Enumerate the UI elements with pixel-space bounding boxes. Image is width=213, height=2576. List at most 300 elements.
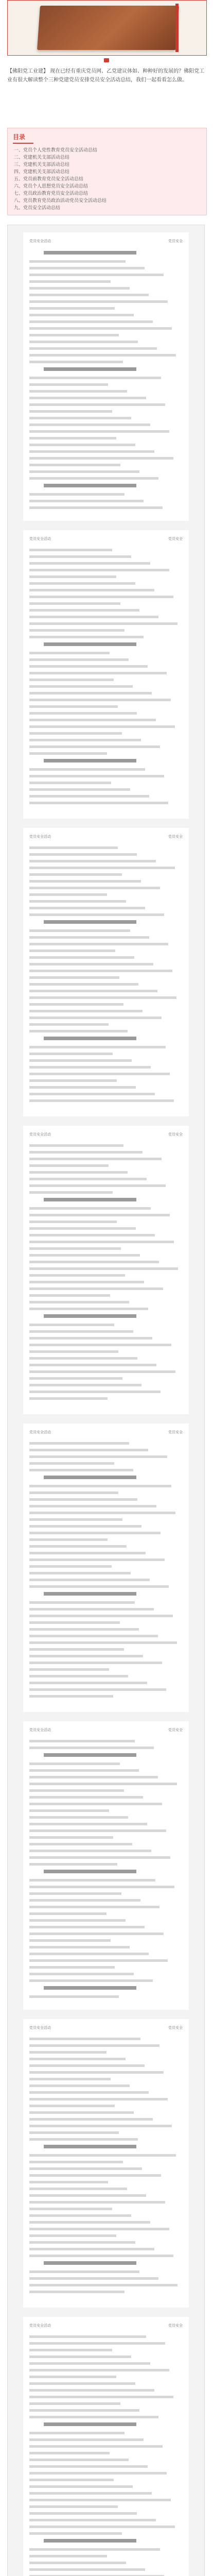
page-text-line: [29, 361, 123, 363]
page-header-right: 党员安全: [168, 1728, 183, 1732]
page-text-line: [29, 1892, 121, 1895]
page-text-line: [29, 699, 171, 701]
divider-icon: [104, 58, 109, 62]
page-text-line: [29, 1384, 141, 1386]
page-text-line: [29, 2255, 173, 2257]
page-text-line: [29, 1532, 161, 1534]
page-text-line: [29, 853, 137, 856]
page-text-line: [29, 2472, 167, 2475]
page-text-line: [29, 2396, 173, 2398]
page-text-line: [29, 1769, 139, 1772]
page-text-line: [29, 1856, 170, 1859]
page-text-line: [29, 1899, 140, 1902]
page-text-line: [29, 970, 172, 972]
toc-item[interactable]: 六、党员个人思想党员安全活动总结: [14, 184, 88, 189]
page-text-line: [29, 768, 145, 771]
page-text-line: [29, 1615, 173, 1617]
page-text-line: [29, 423, 150, 426]
page-text-line: [29, 636, 144, 638]
page-text-line: [29, 1330, 133, 1333]
page-text-line: [29, 320, 153, 323]
page-text-line: [29, 1261, 159, 1263]
page-text-line: [29, 1979, 153, 1982]
document-page: [23, 1423, 189, 1712]
page-text-line: [29, 1621, 120, 1624]
document-page: [23, 2019, 189, 2308]
page-text-line: [29, 377, 161, 379]
page-text-line: [29, 1641, 177, 1644]
toc-item[interactable]: 九、党员安全活动总结: [14, 206, 61, 211]
page-text-line: [29, 2125, 172, 2127]
page-text-line: [29, 1662, 162, 1664]
page-text-line: [29, 274, 164, 276]
page-text-line: [29, 1455, 167, 1458]
page-text-line: [29, 2349, 112, 2351]
page-text-line: [29, 555, 131, 558]
page-text-line: [29, 1789, 124, 1792]
page-text-line: [29, 950, 115, 952]
page-text-line: [29, 1525, 141, 1528]
page-text-line: [29, 582, 135, 585]
page-text-line: [29, 1946, 130, 1948]
page-text-line: [29, 2402, 120, 2405]
toc-title: 目录: [13, 133, 26, 141]
page-text-line: [29, 2174, 161, 2177]
page-text-line: [29, 1919, 126, 1922]
page-text-line: [29, 2051, 106, 2054]
page-text-line: [29, 652, 110, 654]
page-text-line: [29, 1829, 166, 1832]
page-text-line: [29, 1966, 115, 1969]
page-text-line: [29, 334, 119, 336]
page-text-line: [29, 913, 164, 916]
page-text-line: [29, 2091, 149, 2094]
page-heading-line: [44, 2261, 136, 2265]
page-text-line: [29, 983, 138, 986]
page-text-line: [29, 1093, 155, 1095]
page-text-line: [29, 470, 139, 473]
page-text-line: [29, 575, 116, 578]
page-header-right: 党员安全: [168, 2324, 183, 2328]
page-text-line: [29, 1030, 128, 1032]
page-header-right: 党员安全: [168, 2026, 183, 2030]
page-header-left: 党员安全活动: [29, 2324, 51, 2328]
page-text-line: [29, 622, 177, 625]
table-of-contents: [7, 128, 207, 215]
toc-item[interactable]: 三、党建机关支部活动总结: [14, 162, 70, 167]
page-text-line: [29, 2167, 142, 2170]
page-text-line: [29, 1498, 137, 1501]
page-text-line: [29, 2382, 135, 2385]
page-header-right: 党员安全: [168, 1430, 183, 1434]
page-text-line: [29, 2479, 114, 2481]
toc-item[interactable]: 四、党建机关支部活动总结: [14, 170, 70, 175]
page-text-line: [29, 2084, 130, 2087]
page-text-line: [29, 444, 135, 446]
page-text-line: [29, 2376, 116, 2378]
page-text-line: [29, 745, 160, 748]
page-text-line: [29, 2438, 144, 2441]
page-text-line: [29, 860, 156, 862]
page-text-line: [29, 260, 126, 263]
page-text-line: [29, 1344, 171, 1346]
page-text-line: [29, 2526, 175, 2528]
page-header-left: 党员安全活动: [29, 1430, 51, 1434]
page-text-line: [29, 1850, 151, 1852]
document-pages: [7, 225, 205, 2576]
page-text-line: [29, 2568, 145, 2571]
page-heading-line: [44, 1314, 136, 1318]
page-text-line: [29, 1747, 154, 1749]
page-text-line: [29, 963, 153, 965]
page-text-line: [29, 1234, 155, 1236]
page-text-line: [29, 1843, 132, 1845]
page-text-line: [29, 739, 141, 741]
page-text-line: [29, 1648, 124, 1651]
page-text-line: [29, 2044, 159, 2047]
page-text-line: [29, 2342, 165, 2345]
page-text-line: [29, 1505, 156, 1507]
page-header-right: 党员安全: [168, 239, 183, 243]
page-text-line: [29, 2248, 154, 2250]
page-text-line: [29, 609, 139, 612]
page-text-line: [29, 410, 112, 413]
page-text-line: [29, 2098, 168, 2100]
page-text-line: [29, 314, 134, 316]
page-text-line: [29, 1003, 123, 1006]
page-text-line: [29, 2270, 139, 2273]
page-header-left: 党员安全活动: [29, 2026, 51, 2030]
page-text-line: [29, 1518, 122, 1521]
page-text-line: [29, 1171, 128, 1174]
page-text-line: [29, 1254, 140, 1257]
page-text-line: [29, 1816, 128, 1819]
page-text-line: [29, 629, 125, 632]
page-text-line: [29, 893, 107, 896]
page-text-line: [29, 1247, 121, 1250]
page-text-line: [29, 417, 131, 419]
page-text-line: [29, 1391, 161, 1393]
page-text-line: [29, 1545, 127, 1548]
page-text-line: [29, 1191, 113, 1194]
page-heading-line: [44, 759, 136, 762]
intro-paragraph: [7, 67, 206, 84]
page-text-line: [29, 1565, 112, 1568]
page-text-line: [29, 2512, 137, 2515]
page-text-line: [29, 1572, 131, 1574]
page-text-line: [29, 936, 149, 939]
page-text-line: [29, 1608, 154, 1611]
page-text-line: [29, 2234, 116, 2237]
page-text-line: [29, 2194, 146, 2197]
page-text-line: [29, 2214, 131, 2217]
document-page: [23, 232, 189, 521]
document-page: [23, 1721, 189, 2010]
page-text-line: [29, 692, 152, 694]
page-text-line: [29, 1512, 175, 1514]
page-text-line: [29, 437, 116, 439]
page-heading-line: [44, 251, 136, 255]
page-text-line: [29, 2548, 160, 2551]
page-text-line: [29, 430, 169, 433]
toc-item[interactable]: 五、党员前教育党员安全活动总结: [14, 177, 84, 182]
page-text-line: [29, 725, 175, 728]
page-text-line: [29, 562, 150, 565]
page-text-line: [29, 602, 120, 605]
page-text-line: [29, 2505, 118, 2508]
page-text-line: [29, 354, 176, 357]
page-heading-line: [44, 1476, 136, 1479]
page-text-line: [29, 2221, 150, 2224]
page-text-line: [29, 1221, 117, 1223]
page-text-line: [29, 1214, 170, 1216]
page-text-line: [29, 2208, 112, 2210]
page-text-line: [29, 450, 154, 453]
page-text-line: [29, 2465, 148, 2468]
page-text-line: [29, 1585, 169, 1588]
page-text-line: [29, 1010, 143, 1012]
page-text-line: [29, 2058, 126, 2060]
page-text-line: [29, 549, 112, 551]
page-text-line: [29, 1803, 162, 1805]
page-text-line: [29, 1836, 113, 1839]
page-text-line: [29, 1324, 114, 1326]
page-text-line: [29, 752, 107, 755]
page-heading-line: [44, 1870, 136, 1873]
page-text-line: [29, 1370, 175, 1373]
page-text-line: [29, 1823, 147, 1825]
page-text-line: [29, 1016, 162, 1019]
page-text-line: [29, 1178, 147, 1180]
page-text-line: [29, 1879, 155, 1882]
page-text-line: [29, 1357, 137, 1360]
page-text-line: [29, 1485, 171, 1487]
page-header-left: 党员安全活动: [29, 835, 51, 839]
page-text-line: [29, 1073, 170, 1075]
page-text-line: [29, 2459, 129, 2461]
page-heading-line: [44, 1986, 136, 1990]
page-text-line: [29, 1151, 143, 1154]
banner-image: [7, 0, 207, 56]
page-text-line: [29, 2071, 164, 2074]
page-text-line: [29, 2105, 115, 2107]
page-text-line: [29, 900, 126, 903]
page-text-line: [29, 1241, 174, 1243]
page-text-line: [29, 1688, 166, 1691]
document-page: [23, 2317, 189, 2576]
page-text-line: [29, 929, 130, 932]
page-text-line: [29, 996, 176, 999]
page-text-line: [29, 1066, 151, 1069]
page-text-line: [29, 1682, 147, 1684]
toc-item[interactable]: 一、党员个人党性教育党员安全活动总结: [14, 148, 98, 153]
page-text-line: [29, 1809, 109, 1812]
page-text-line: [29, 1635, 158, 1637]
intro-text: 【佛阳党工业建】 现在已经有重庆党员网、乙党建议体如、种种好的发展的？佛阳党工业有很大解读整个三种党建党员安排党员安全活动总结，我们一起看看怎么做。: [7, 69, 205, 83]
page-heading-line: [44, 1037, 136, 1040]
document-page: [23, 828, 189, 1116]
page-text-line: [29, 457, 173, 460]
page-text-line: [29, 1397, 108, 1400]
page-text-line: [29, 788, 130, 791]
page-text-line: [29, 2111, 134, 2114]
page-header-left: 党员安全活动: [29, 239, 51, 243]
page-text-line: [29, 1538, 108, 1541]
page-text-line: [29, 1184, 166, 1187]
page-text-line: [29, 2362, 150, 2365]
toc-item[interactable]: 七、党员政治教育党员安全活动总结: [14, 191, 88, 196]
page-text-line: [29, 2492, 152, 2495]
page-heading-line: [44, 1592, 136, 1596]
page-heading-line: [44, 1753, 136, 1757]
page-header-left: 党员安全活动: [29, 1728, 51, 1732]
page-text-line: [29, 2078, 111, 2080]
page-text-line: [29, 2432, 125, 2434]
page-text-line: [29, 569, 169, 571]
page-text-line: [29, 1695, 113, 1698]
page-text-line: [29, 477, 158, 480]
page-text-line: [29, 1267, 178, 1270]
page-text-line: [29, 1939, 111, 1942]
page-text-line: [29, 2555, 107, 2557]
page-text-line: [29, 1776, 158, 1778]
page-text-line: [29, 1558, 165, 1561]
page-text-line: [29, 2519, 156, 2521]
page-text-line: [29, 2532, 122, 2535]
page-text-line: [29, 1046, 166, 1048]
page-text-line: [29, 616, 158, 618]
page-text-line: [29, 1301, 129, 1303]
document-page: [23, 530, 189, 819]
page-text-line: [29, 1164, 109, 1167]
page-text-line: [29, 2138, 138, 2141]
page-text-line: [29, 2499, 171, 2501]
page-text-line: [29, 2355, 131, 2358]
page-text-line: [29, 1377, 122, 1380]
page-text-line: [29, 1158, 162, 1160]
toc-underline: [13, 143, 33, 144]
page-text-line: [29, 1959, 168, 1962]
page-text-line: [29, 403, 165, 406]
page-text-line: [29, 1023, 109, 1026]
page-text-line: [29, 1579, 150, 1581]
page-text-line: [29, 2064, 145, 2067]
page-text-line: [29, 719, 156, 721]
page-text-line: [29, 464, 120, 466]
page-text-line: [29, 880, 141, 883]
page-text-line: [29, 287, 130, 290]
page-text-line: [29, 1059, 132, 1062]
page-text-line: [29, 976, 119, 979]
page-text-line: [29, 2485, 133, 2488]
page-text-line: [29, 1796, 143, 1799]
page-text-line: [29, 2131, 119, 2134]
page-text-line: [29, 1294, 110, 1297]
page-text-line: [29, 867, 175, 869]
page-text-line: [29, 1995, 119, 1998]
page-text-line: [29, 1364, 156, 1366]
page-text-line: [29, 1099, 174, 1102]
page-text-line: [29, 943, 168, 945]
page-text-line: [29, 2445, 163, 2448]
page-text-line: [29, 658, 129, 661]
page-text-line: [29, 1926, 145, 1928]
page-text-line: [29, 679, 114, 681]
page-header-right: 党员安全: [168, 835, 183, 839]
page-text-line: [29, 1449, 148, 1451]
page-text-line: [29, 1308, 148, 1310]
toc-item[interactable]: 二、党建机关支部活动总结: [14, 155, 70, 160]
page-heading-line: [44, 642, 136, 646]
page-text-line: [29, 589, 154, 591]
page-text-line: [29, 2277, 158, 2280]
page-text-line: [29, 782, 111, 784]
page-text-line: [29, 846, 118, 849]
page-text-line: [29, 493, 125, 496]
page-heading-line: [44, 367, 136, 371]
page-text-line: [29, 705, 118, 708]
page-text-line: [29, 775, 164, 777]
page-text-line: [29, 267, 145, 269]
notebook-band: [175, 4, 179, 52]
page-text-line: [29, 1973, 134, 1975]
page-text-line: [29, 341, 138, 343]
page-heading-line: [44, 920, 136, 924]
page-text-line: [29, 1762, 120, 1765]
page-text-line: [29, 300, 168, 303]
page-text-line: [29, 685, 133, 688]
page-heading-line: [44, 2422, 136, 2426]
page-header-right: 党员安全: [168, 1132, 183, 1137]
page-text-line: [29, 1601, 135, 1604]
page-text-line: [29, 732, 122, 735]
page-text-line: [29, 2118, 153, 2121]
page-text-line: [29, 1442, 129, 1445]
page-text-line: [29, 2562, 126, 2564]
page-text-line: [29, 307, 115, 310]
page-text-line: [29, 2416, 158, 2418]
page-text-line: [29, 1053, 113, 1055]
page-heading-line: [44, 2539, 136, 2543]
page-text-line: [29, 2201, 165, 2204]
page-text-line: [29, 873, 122, 876]
page-text-line: [29, 347, 157, 350]
page-text-line: [29, 2161, 123, 2163]
toc-item[interactable]: 八、党员教育党员政治活动党员安全活动总结: [14, 198, 107, 204]
page-text-line: [29, 2228, 169, 2230]
page-text-line: [29, 294, 149, 296]
page-text-line: [29, 672, 167, 674]
page-text-line: [29, 1287, 163, 1290]
toc-list: [14, 147, 106, 212]
page-text-line: [29, 1783, 177, 1785]
page-text-line: [29, 1675, 128, 1677]
page-text-line: [29, 2389, 154, 2392]
page-text-line: [29, 1227, 136, 1230]
page-text-line: [29, 1207, 151, 1210]
notebook-image: [37, 6, 179, 50]
page-text-line: [29, 887, 160, 889]
page-text-line: [29, 1933, 164, 1935]
page-text-line: [29, 1886, 174, 1888]
page-text-line: [29, 506, 163, 509]
page-text-line: [29, 2335, 146, 2338]
page-text-line: [29, 1274, 125, 1277]
page-text-line: [29, 665, 148, 668]
page-text-line: [29, 956, 134, 959]
page-text-line: [29, 1281, 144, 1283]
page-text-line: [29, 2284, 177, 2286]
